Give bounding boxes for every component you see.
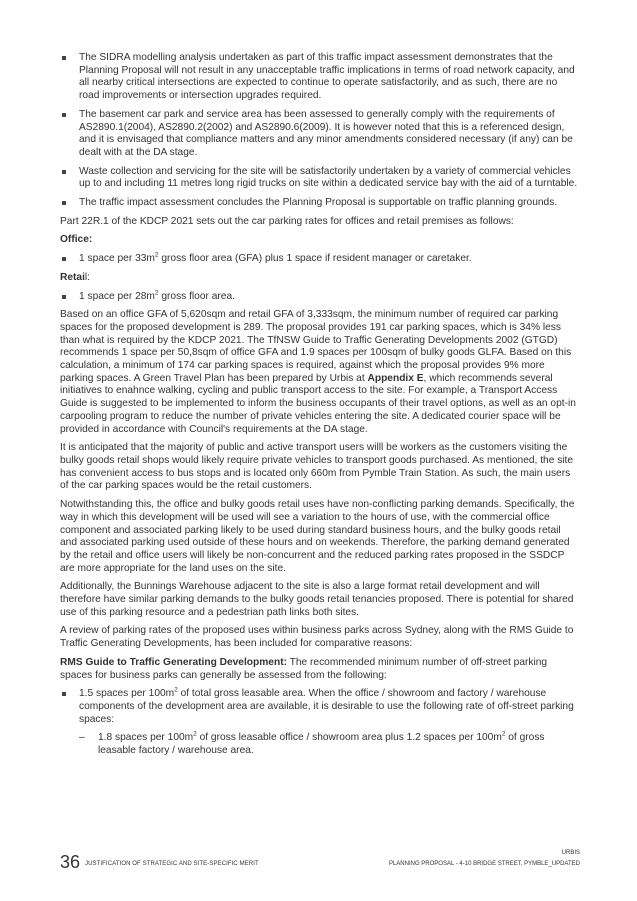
paragraph-bunnings: Additionally, the Bunnings Warehouse adjacent to the site is also a large format retail development and will therefore have similar parking demands to the bulky goods retail tenancies proposed. There is potential for shared use of this parking resource and a pedestrian path links both sites. xyxy=(60,581,574,618)
paragraph-review: A review of parking rates of the proposed uses within business parks across Sydney, along with the RMS Guide to Traffic Generating Developments, has been included for comparative reasons: xyxy=(60,625,574,650)
appendix-reference: Appendix E xyxy=(367,372,424,384)
rms-rate-item xyxy=(60,688,580,726)
sub-text: 1.8 spaces per 100m xyxy=(98,732,194,744)
office-rate-text: 1 space per 33m xyxy=(79,253,155,265)
page-footer xyxy=(60,848,580,872)
retail-rate-item xyxy=(60,291,580,304)
sub-list-item xyxy=(60,732,580,757)
sub-sup-1: 2 xyxy=(193,730,197,738)
paragraph-rms xyxy=(60,657,580,682)
retail-heading-bold: Retai xyxy=(60,271,85,283)
rms-text: The recommended minimum number of off-street parking spaces for business parks can generally be assessed from the following: xyxy=(60,656,548,681)
paragraph-anticipated: It is anticipated that the majority of public and active transport users willl be workers as the customers visiting the bulky goods retail shops would likely require private vehicles to transport goods purchased. As mentioned, the site has convenient access to bus stops and is located only 660m from Pymble Train Station. As such, the main users of the car parking spaces would be the retail customers. xyxy=(60,442,574,492)
office-rate-item xyxy=(60,253,580,266)
list-item: The basement car park and service area has been assessed to generally comply with the requirements of AS2890.1(2004), AS2890.2(2002) and AS2890.6(2009). It is however noted that this is a referenced design, and it is envisaged that compliance matters and any minor amendments considered necessary (if any) can be dealt with at the DA stage. xyxy=(60,109,580,160)
list-item: The traffic impact assessment concludes the Planning Proposal is supportable on traffic planning grounds. xyxy=(60,197,580,210)
sub-sup-2: 2 xyxy=(501,730,506,738)
paragraph-notwithstanding: Notwithstanding this, the office and bulky goods retail uses have non-conflicting parking demands. Specifically, the way in which this development will be used will see a variation to the hours of use, with the commercial office component and associated parking likely to be used during standard business hours, and the bulky goods retail and associated parking used outside of these hours and on weekends. Therefore, the parking demand generated by the retail and office users will likely be non-concurrent and the reduced parking rates proposed in the SSDCP are more appropriate for the land uses on the site. xyxy=(60,499,575,574)
rms-heading: RMS Guide to Traffic Generating Development: xyxy=(60,656,287,668)
sub-text-mid: of gross leasable office / showroom area plus 1.2 spaces per 100m xyxy=(196,732,502,744)
retail-rate-text: 1 space per 28m xyxy=(79,290,155,302)
gfa-text: Based on an office GFA of 5,620sqm and retail GFA of 3,333sqm, the minimum number of required car parking spaces for the proposed development is 289. The proposal provides 191 car parking spaces, which is 34% less than what is required by the KDCP 2021. The TfNSW Guide to Traffic Generating Developments 2002 (GTGD) recommends 1 space per 50,8sqm of office GFA and 1.9 spaces per 100sqm of bulky goods GLFA. Based on this calculation, a minimum of 174 car parking spaces is required, against which the proposal provides 9% more parking spaces. A Green Travel Plan has been prepared by Urbis at xyxy=(60,309,572,384)
retail-rate-text-end: gross floor area. xyxy=(158,290,235,302)
footer-org: URBIS xyxy=(561,850,580,856)
rms-rate-text-end: of total gross leasable area. When the office / showroom and factory / warehouse components of the development area are available, it is desirable to use the following rate of off-street parking spaces: xyxy=(79,688,574,725)
footer-section-title: JUSTIFICATION OF STRATEGIC AND SITE-SPECIFIC MERIT xyxy=(85,861,259,867)
footer-doc-title: PLANNING PROPOSAL - 4-10 BRIDGE STREET, PYMBLE_UPDATED xyxy=(388,861,580,867)
rms-rate-text: 1.5 spaces per 100m xyxy=(79,688,175,700)
paragraph-part22: Part 22R.1 of the KDCP 2021 sets out the car parking rates for offices and retail premises as follows: xyxy=(60,215,514,227)
office-rate-sup: 2 xyxy=(154,251,159,259)
rms-rate-sup: 2 xyxy=(174,686,178,694)
retail-rate-sup: 2 xyxy=(154,289,159,297)
page-body xyxy=(60,52,580,764)
retail-heading-rest: l: xyxy=(84,271,91,283)
office-rate-text-end: gross floor area (GFA) plus 1 space if resident manager or caretaker. xyxy=(158,253,472,265)
list-item: The SIDRA modelling analysis undertaken as part of this traffic impact assessment demonstrates that the Planning Proposal will not result in any unacceptable traffic implications in terms of road network capacity, and all nearby critical intersections are expected to continue to operate satisfactorily, and as such, there are no road improvements or intersection upgrades required. xyxy=(60,52,580,103)
page-number: 36 xyxy=(60,852,81,872)
gfa-text-end: , which recommends several initiatives to enahnce walking, cycling and public transport access to the site. For example, a Transport Access Guide is suggested to be implemented to inform the business occupants of their travel options, as well as an opt-in carpooling program to reduce the number of private vehicles entering the site. A dedicated courier space will be provided in accordance with Council's requirements at the DA stage. xyxy=(60,372,576,435)
sub-text-end: of gross leasable factory / warehouse area. xyxy=(98,732,545,757)
list-item: Waste collection and servicing for the site will be satisfactorily undertaken by a variety of commercial vehicles up to and including 11 metres long rigid trucks on site within a dedicated service bay with the aid of a turntable. xyxy=(60,166,580,191)
office-heading: Office: xyxy=(60,234,93,246)
retail-heading xyxy=(60,272,580,285)
paragraph-office-gfa xyxy=(60,309,580,436)
